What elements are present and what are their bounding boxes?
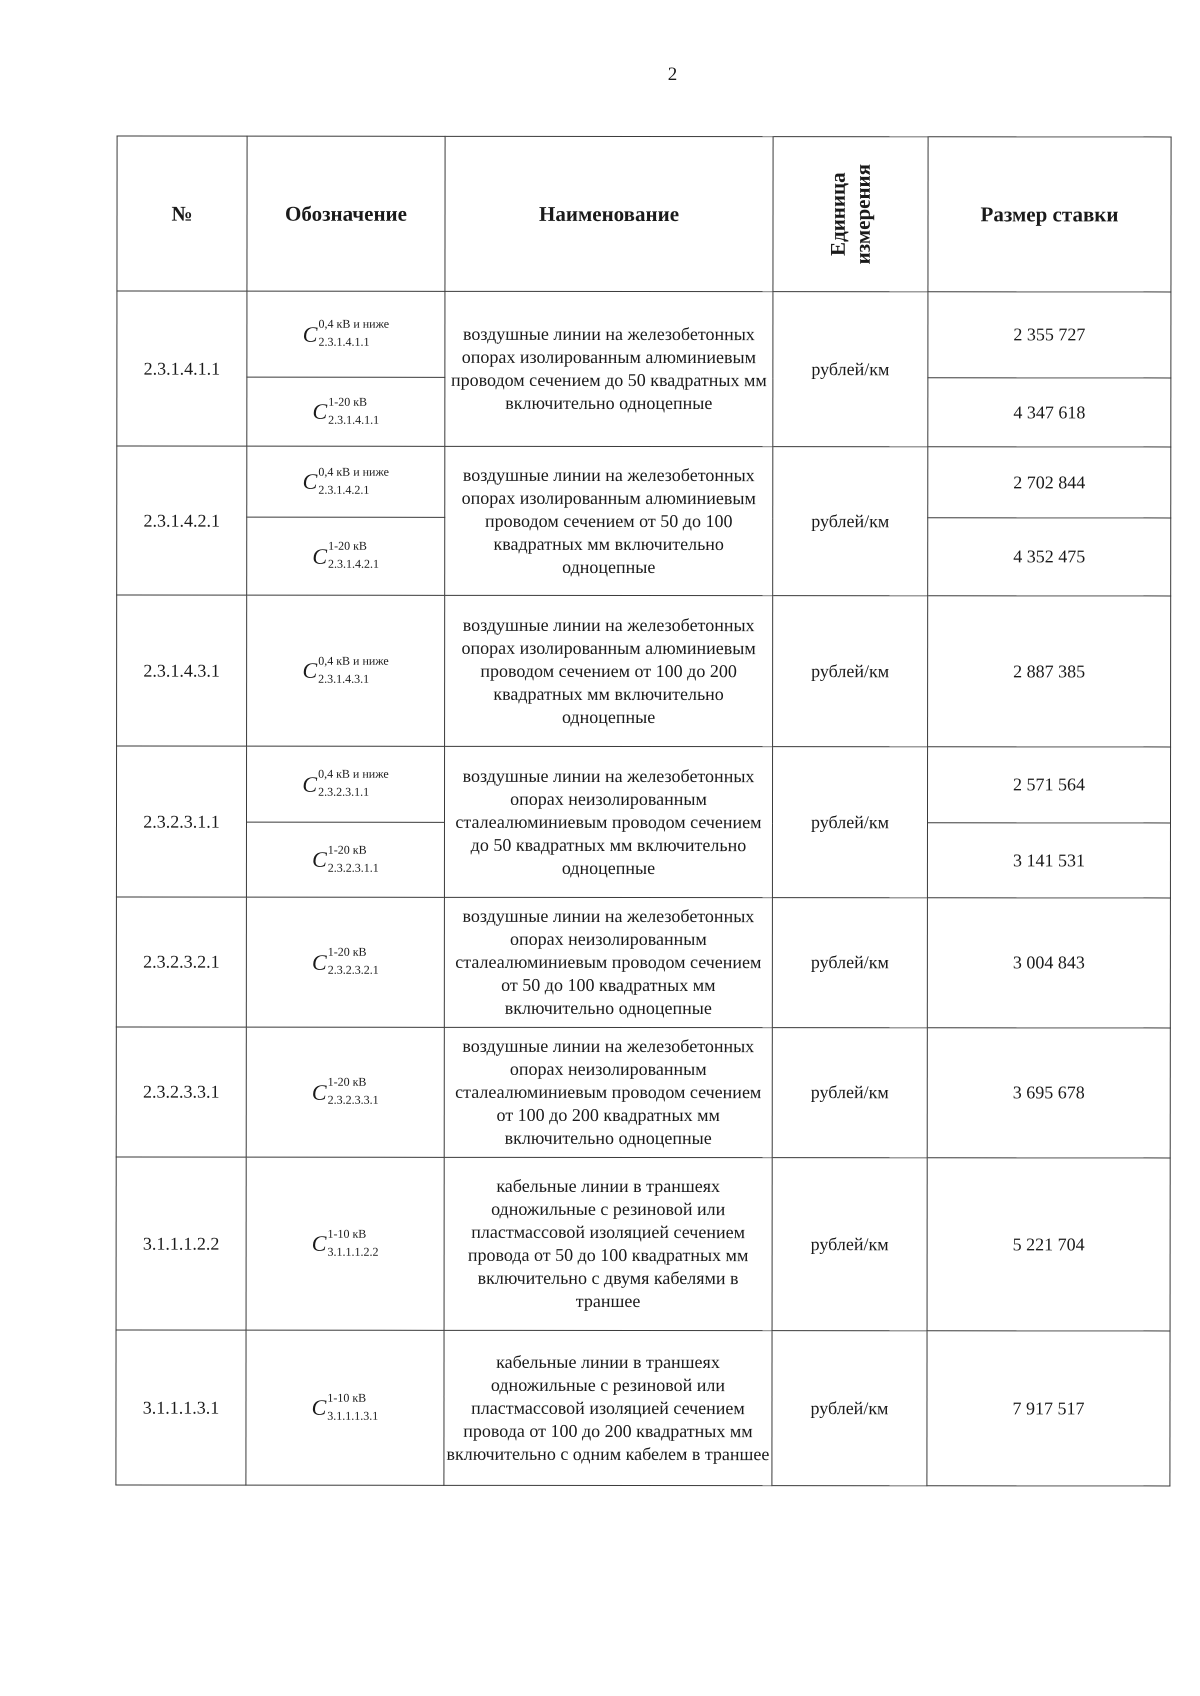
designation-cell	[246, 897, 444, 1027]
designation-cell	[246, 1330, 444, 1485]
row-name: воздушные линии на железобетонных опорах изолированным алюминиевым проводом сечением от 50 до 100 квадратных мм включительно одноцепные	[445, 446, 773, 595]
designation-cell	[246, 822, 444, 897]
symbol-letter: C	[302, 321, 318, 347]
rate-value: 2 355 727	[928, 292, 1171, 378]
row-unit: рублей/км	[773, 447, 928, 596]
table-row	[116, 1027, 1170, 1158]
designation-cell	[246, 1027, 444, 1157]
symbol-superscript: 0,4 кВ и ниже	[318, 464, 389, 479]
designation-cell	[247, 517, 445, 595]
symbol-subscript: 2.3.1.4.2.1	[318, 482, 370, 497]
designation-cell	[247, 595, 445, 746]
rate-symbol	[302, 653, 389, 686]
designation-cell	[247, 377, 445, 446]
rate-value: 2 571 564	[927, 747, 1170, 823]
table-header-row	[117, 136, 1171, 292]
rate-symbol	[312, 394, 380, 427]
rate-value: 7 917 517	[927, 1331, 1170, 1486]
rate-symbol	[312, 944, 379, 978]
symbol-subscript: 2.3.1.4.1.1	[318, 334, 370, 350]
header-rate: Размер ставки	[928, 137, 1171, 292]
table-row	[117, 446, 1171, 518]
header-unit-cell	[773, 137, 928, 292]
rate-symbol	[311, 1226, 379, 1259]
rate-value: 2 702 844	[928, 447, 1171, 518]
symbol-superscript: 0,4 кВ и ниже	[318, 316, 390, 332]
row-name: воздушные линии на железобетонных опорах изолированным алюминиевым проводом сечением от 100 до 200 квадратных мм включительно одноцепные	[445, 595, 773, 746]
symbol-letter: C	[312, 398, 328, 424]
row-unit: рублей/км	[773, 596, 928, 747]
table-row	[116, 746, 1170, 823]
rate-value: 4 347 618	[928, 378, 1171, 447]
rate-symbol	[312, 842, 379, 875]
symbol-letter: C	[311, 1230, 327, 1256]
rate-value: 3 695 678	[927, 1028, 1170, 1158]
table-row	[116, 897, 1170, 1028]
row-number: 2.3.1.4.3.1	[117, 595, 247, 746]
symbol-letter: C	[311, 1079, 327, 1105]
symbol-superscript: 1-20 кВ	[327, 944, 367, 960]
symbol-letter: C	[302, 771, 318, 797]
symbol-superscript: 1-20 кВ	[327, 842, 367, 857]
symbol-subscript: 2.3.1.4.2.1	[328, 556, 380, 572]
header-name: Наименование	[445, 136, 773, 291]
rates-table	[115, 136, 1171, 1487]
row-unit: рублей/км	[772, 1028, 927, 1158]
row-number: 2.3.2.3.3.1	[116, 1027, 246, 1157]
symbol-letter: C	[312, 949, 327, 975]
rate-symbol	[312, 538, 380, 572]
designation-cell	[247, 291, 445, 377]
rate-value: 3 141 531	[927, 823, 1170, 898]
row-unit: рублей/км	[772, 1331, 927, 1486]
row-name: кабельные линии в траншеях одножильные с резиновой или пластмассовой изоляцией сечением провода от 50 до 100 квадратных мм включительно с двумя кабелями в траншее	[444, 1157, 772, 1330]
row-number: 3.1.1.1.2.2	[116, 1157, 246, 1330]
row-unit: рублей/км	[773, 292, 928, 447]
symbol-letter: C	[312, 543, 328, 569]
rate-symbol	[302, 766, 389, 800]
symbol-letter: C	[311, 1394, 327, 1420]
row-number: 3.1.1.1.3.1	[116, 1330, 246, 1485]
rate-value: 3 004 843	[927, 898, 1170, 1028]
symbol-superscript: 1-20 кВ	[327, 1074, 367, 1090]
table-row	[117, 595, 1171, 747]
symbol-subscript: 2.3.2.3.1.1	[327, 860, 379, 875]
rate-value: 2 887 385	[928, 596, 1171, 747]
rate-symbol	[311, 1074, 379, 1108]
symbol-subscript: 2.3.2.3.2.1	[327, 962, 379, 978]
rate-symbol	[302, 464, 389, 497]
row-unit: рублей/км	[772, 898, 927, 1028]
row-number: 2.3.2.3.2.1	[116, 897, 246, 1027]
symbol-letter: C	[302, 468, 318, 494]
table-row	[117, 291, 1171, 378]
rate-symbol	[302, 316, 390, 350]
header-unit: Единица измерения	[825, 163, 875, 265]
symbol-subscript: 3.1.1.1.2.2	[327, 1244, 379, 1259]
page-number: 2	[667, 64, 678, 85]
designation-cell	[246, 1157, 444, 1330]
row-name: воздушные линии на железобетонных опорах неизолированным сталеалюминиевым проводом сечением от 100 до 200 квадратных мм включительно одноцепные	[444, 1027, 772, 1157]
row-unit: рублей/км	[772, 747, 927, 898]
symbol-superscript: 1-20 кВ	[328, 394, 368, 409]
symbol-subscript: 2.3.2.3.1.1	[318, 784, 370, 800]
table-row	[116, 1157, 1170, 1331]
symbol-subscript: 2.3.2.3.3.1	[327, 1092, 379, 1108]
table-body	[116, 291, 1171, 1486]
row-name: кабельные линии в траншеях одножильные с резиновой или пластмассовой изоляцией сечением провода от 100 до 200 квадратных мм включительно с одним кабелем в траншее	[444, 1330, 772, 1485]
row-name: воздушные линии на железобетонных опорах неизолированным сталеалюминиевым проводом сечением от 50 до 100 квадратных мм включительно одноцепные	[444, 897, 772, 1027]
row-unit: рублей/км	[772, 1158, 927, 1331]
symbol-superscript: 1-10 кВ	[327, 1226, 367, 1241]
row-name: воздушные линии на железобетонных опорах изолированным алюминиевым проводом сечением до 50 квадратных мм включительно одноцепные	[445, 291, 773, 446]
rate-value: 4 352 475	[928, 518, 1171, 596]
symbol-superscript: 0,4 кВ и ниже	[318, 653, 389, 668]
row-name: воздушные линии на железобетонных опорах неизолированным сталеалюминиевым проводом сечением до 50 квадратных мм включительно одноцепные	[444, 746, 772, 897]
symbol-superscript: 0,4 кВ и ниже	[318, 766, 389, 782]
header-designation: Обозначение	[247, 136, 445, 291]
designation-cell	[247, 446, 445, 517]
symbol-superscript: 1-10 кВ	[327, 1390, 367, 1405]
symbol-subscript: 2.3.1.4.3.1	[318, 671, 370, 686]
row-number: 2.3.1.4.2.1	[117, 446, 247, 595]
symbol-letter: C	[302, 657, 318, 683]
symbol-superscript: 1-20 кВ	[328, 538, 367, 554]
symbol-subscript: 2.3.1.4.1.1	[328, 412, 380, 427]
symbol-letter: C	[312, 846, 327, 872]
table-row	[116, 1330, 1170, 1486]
rate-symbol	[311, 1390, 379, 1423]
row-number: 2.3.1.4.1.1	[117, 291, 247, 446]
row-number: 2.3.2.3.1.1	[116, 746, 246, 897]
designation-cell	[246, 746, 444, 822]
header-number: №	[117, 136, 247, 291]
symbol-subscript: 3.1.1.1.3.1	[327, 1408, 379, 1423]
rate-value: 5 221 704	[927, 1158, 1170, 1331]
